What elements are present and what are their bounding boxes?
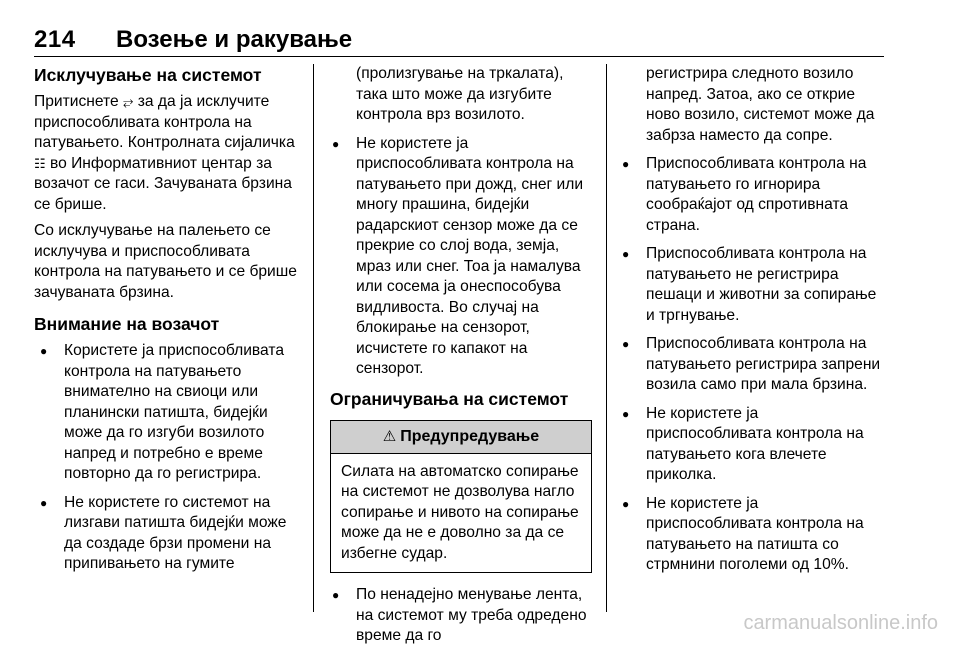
list-item: ● По ненадејно менување лента, на системот му треба одредено време да го bbox=[330, 585, 592, 647]
adaptive-cruise-icon: ⥂ bbox=[122, 94, 134, 109]
watermark: carmanualsonline.info bbox=[743, 612, 938, 634]
page-header bbox=[34, 26, 884, 54]
column-divider-2 bbox=[606, 64, 607, 612]
list-item: ● Не користете ја приспособливата контрола на патувањето при дожд, снег или многу прашина, бидејќи радарскиот сензор може да се прекрие со слој вода, земја, мраз или снег. Тоа ја намалува или сосема ја онеспособува видливоста. Во случај на блокирање на сензорот, исчистете го капакот на сензорот. bbox=[330, 134, 592, 380]
text-fragment: за да ја исклучите приспособливата контрола на патувањето. Контролната сијаличка bbox=[34, 93, 295, 151]
limits-list-continued bbox=[620, 154, 886, 576]
continued-text: (пролизгување на тркалата), така што може да изгубите контрола врз возилото. bbox=[356, 65, 564, 123]
list-item: ● Не користете ја приспособливата контрола на патувањето на патишта со стрмнини поголеми од 10%. bbox=[620, 494, 886, 576]
distance-indicator-icon: ☷ bbox=[34, 155, 46, 171]
list-item: ● Приспособливата контрола на патувањето регистрира запрени возила само при мала брзина. bbox=[620, 334, 886, 396]
warning-text: Силата на автоматско сопирање на системот не дозволува нагло сопирање и нивото на сопирање може да не е доволно за да се избегне судар. bbox=[341, 462, 579, 562]
column-2 bbox=[330, 64, 592, 655]
page-number: 214 bbox=[34, 26, 76, 53]
column-divider-1 bbox=[313, 64, 314, 612]
text-fragment: во Информативниот центар за возачот се гаси. Зачуваната брзина се брише. bbox=[34, 154, 292, 213]
attention-list-continued bbox=[330, 134, 592, 380]
page-footer bbox=[0, 612, 960, 642]
text-fragment: Притиснете bbox=[34, 93, 123, 110]
section-title-switch-off: Исклучување на системот bbox=[34, 65, 262, 85]
attention-list bbox=[34, 341, 304, 575]
section-title-system-limits: Ограничувања на системот bbox=[330, 388, 569, 409]
paragraph-ignition-off: Со исклучување на палењето се исклучува и приспособливата контрола на патувањето и се брише зачуваната брзина. bbox=[34, 222, 297, 301]
warning-title: Предупредување bbox=[400, 427, 540, 445]
list-item: ● Не користете го системот на лизгави патишта бидејќи може да создаде брзи промени на припивањето на гумите bbox=[34, 493, 304, 575]
warning-header bbox=[331, 421, 591, 454]
warning-box bbox=[330, 420, 592, 574]
column-1 bbox=[34, 64, 304, 583]
paragraph-switch-off bbox=[34, 92, 304, 215]
continued-text: регистрира следното возило напред. Затоа, ако се открие ново возило, системот може да забрза наместо да сопре. bbox=[646, 65, 875, 144]
header-rule bbox=[34, 56, 884, 57]
chapter-title: Возење и ракување bbox=[116, 26, 353, 53]
list-item: ● Приспособливата контрола на патувањето не регистрира пешаци и животни за сопирање и тргнување. bbox=[620, 244, 886, 326]
list-item: ● Не користете ја приспособливата контрола на патувањето кога влечете приколка. bbox=[620, 404, 886, 486]
column-3 bbox=[620, 64, 886, 584]
section-title-driver-attention: Внимание на возачот bbox=[34, 314, 220, 334]
list-item: ● Приспособливата контрола на патувањето го игнорира сообраќајот од спротивната страна. bbox=[620, 154, 886, 236]
list-item: ● Користете ја приспособливата контрола на патувањето внимателно на свиоци или планински патишта, бидејќи може да го изгуби возилото напред и потребно е време повторно да го регистрира. bbox=[34, 341, 304, 485]
warning-triangle-icon: ⚠ bbox=[382, 427, 397, 445]
